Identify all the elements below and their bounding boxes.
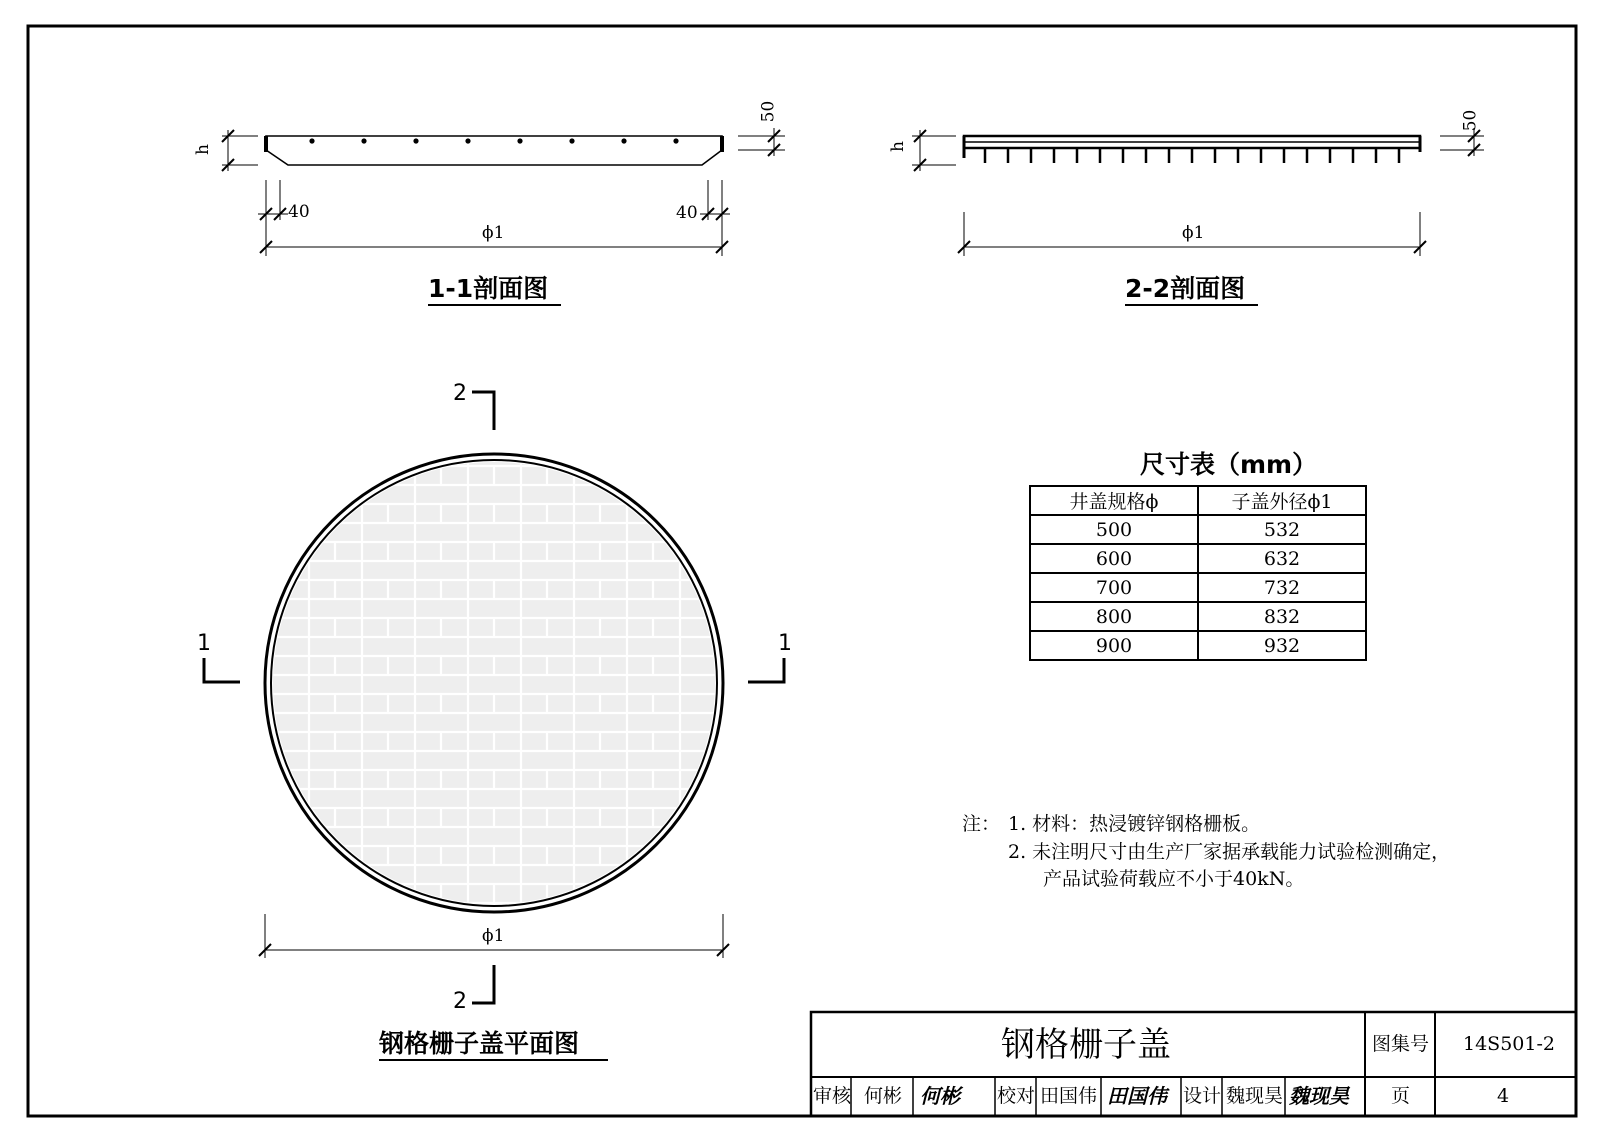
table-cell: 832	[1198, 602, 1366, 631]
grating-plan-drawing	[204, 392, 784, 1060]
section-2-2-title: 2-2剖面图	[1125, 274, 1246, 303]
table-header-cell: 子盖外径ϕ1	[1198, 486, 1366, 515]
table-row	[1030, 515, 1366, 544]
designer-name: 魏现昊	[1226, 1085, 1284, 1107]
check-label: 校对	[997, 1085, 1036, 1107]
design-label: 设计	[1183, 1085, 1222, 1107]
section-2-2-width-label: ϕ1	[1182, 223, 1205, 243]
checker-signature: 田国伟	[1107, 1084, 1167, 1108]
size-table	[1029, 485, 1367, 661]
table-header-cell: 井盖规格ϕ	[1030, 486, 1198, 515]
section-2-2-h-label: h	[887, 141, 908, 152]
section-1-1-edge-left-label: 40	[288, 202, 310, 222]
section-1-1-h-label: h	[192, 144, 213, 155]
table-row	[1030, 602, 1366, 631]
checker-name: 田国伟	[1040, 1085, 1098, 1107]
table-row	[1030, 573, 1366, 602]
cut-marker-right-label: 1	[778, 631, 792, 656]
table-cell: 932	[1198, 631, 1366, 660]
section-1-1-edge-right-label: 40	[676, 203, 698, 223]
table-row	[1030, 544, 1366, 573]
section-2-2-height-label: 50	[1460, 109, 1481, 132]
page-number: 4	[1497, 1085, 1510, 1107]
table-cell: 532	[1198, 515, 1366, 544]
table-header-row	[1030, 486, 1366, 515]
cut-marker-left-label: 1	[197, 631, 211, 656]
section-1-1-height-label: 50	[758, 100, 779, 123]
section-1-1-width-label: ϕ1	[482, 223, 505, 243]
note-item: 1. 材料：热浸镀锌钢格栅板。	[1008, 813, 1261, 835]
section-1-1-title: 1-1剖面图	[428, 274, 549, 303]
table-row	[1030, 631, 1366, 660]
atlas-number: 14S501-2	[1463, 1033, 1555, 1055]
review-label: 审核	[813, 1085, 852, 1107]
drawing-title: 钢格栅子盖	[1001, 1025, 1171, 1065]
table-cell: 500	[1030, 515, 1198, 544]
plan-width-label: ϕ1	[482, 926, 505, 946]
table-cell: 700	[1030, 573, 1198, 602]
table-cell: 732	[1198, 573, 1366, 602]
reviewer-name: 何彬	[864, 1085, 903, 1107]
atlas-number-label: 图集号	[1372, 1033, 1430, 1055]
notes-prefix: 注：	[962, 813, 1001, 835]
page-label: 页	[1391, 1085, 1411, 1107]
table-cell: 900	[1030, 631, 1198, 660]
table-cell: 800	[1030, 602, 1198, 631]
designer-signature: 魏现昊	[1289, 1084, 1349, 1108]
cut-marker-bottom-label: 2	[453, 989, 467, 1014]
plan-title: 钢格栅子盖平面图	[379, 1029, 580, 1058]
table-cell: 600	[1030, 544, 1198, 573]
note-item: 产品试验荷载应不小于40kN。	[1043, 868, 1305, 890]
note-item: 2. 未注明尺寸由生产厂家据承载能力试验检测确定，	[1008, 841, 1451, 863]
cut-marker-top-label: 2	[453, 381, 467, 406]
reviewer-signature: 何彬	[920, 1084, 960, 1108]
table-cell: 632	[1198, 544, 1366, 573]
size-table-title: 尺寸表（mm）	[1140, 450, 1318, 479]
